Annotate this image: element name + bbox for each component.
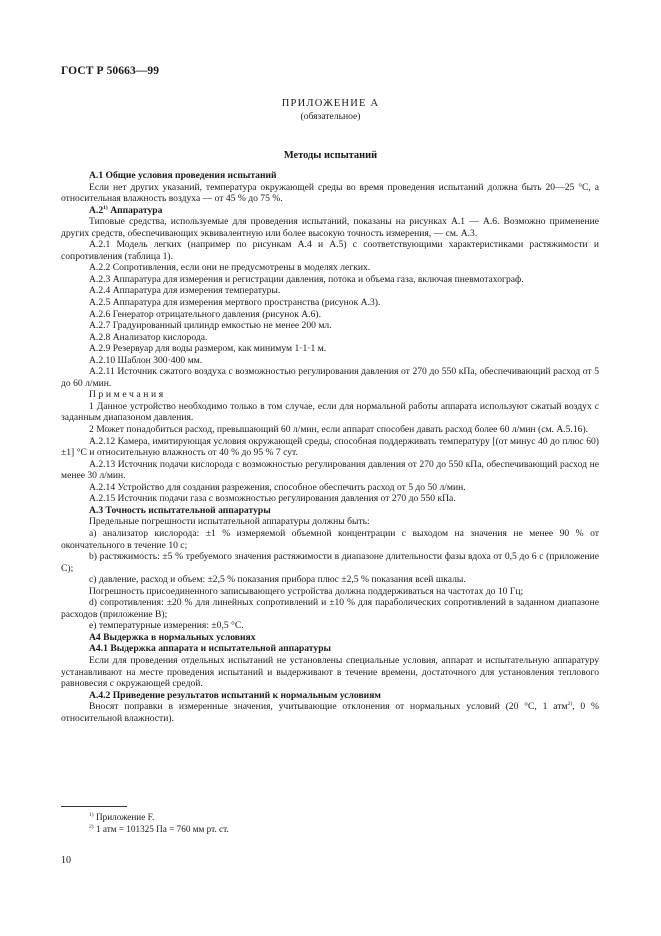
paragraph: А.2.5 Аппаратура для измерения мертвого пространства (рисунок А.3). [89,297,381,309]
paragraph: А.2.9 Резервуар для воды размером, как минимум 1·1·1 м. [89,343,327,355]
footnote-mark: 1) [89,812,94,818]
paragraph: Вносят поправки в измеренные значения, учитывающие отклонения от нормальных условий (20 °С, 1 атм$^{2)}$, 0 % относительной влажности). [61,701,600,724]
paragraph: е) температурные измерения: ±0,5 °С. [89,620,244,632]
paragraph: d) сопротивления: ±20 % для линейных сопротивлений и ±10 % для параболических сопротивлений в заданном диапазоне расходов (приложение В); [61,597,599,620]
paragraph: А.2.2 Сопротивления, если они не предусмотрены в моделях легких. [89,262,371,274]
footnote-mark: 2) [89,824,94,830]
footnotes [89,811,229,835]
standard-designation: ГОСТ Р 50663—99 [61,65,160,77]
footnote: $^{1)}$ Приложение F. [89,812,155,822]
section-heading: А.3 Точность испытательной аппаратуры [89,504,271,516]
paragraph: b) растяжимость: ±5 % требуемого значения растяжимости в диапазоне длительности фазы вдоха от 0,5 до 6 с (приложение С); [61,551,599,574]
annex-title: ПРИЛОЖЕНИЕ А [281,98,380,109]
section-heading: А4.1 Выдержка аппарата и испытательной аппаратуры [89,643,332,655]
paragraph: Если для проведения отдельных испытаний не установлены специальные условия, аппарат и испытательную аппаратуру устанавливают на месте проведения испытаний и выдерживают в течение времени, достаточного для установления теплового равновесия с окружающей средой. [61,654,599,690]
paragraph: А.2.8 Анализатор кислорода. [89,331,208,343]
paragraph: А.2.10 Шаблон 300·400 мм. [89,354,203,366]
section-heading: А.2$^{1)}$ Аппаратура [89,204,163,216]
paragraph: Погрешность присоединенного записывающего устройства должна поддерживаться на частотах до 10 Гц; [89,585,524,597]
paragraph: 2 Может понадобиться расход, превышающий 60 л/мин, если аппарат способен давать расход более 60 л/мин (см. А.5.16). [89,424,589,436]
footnote-ref: 1) [103,204,108,211]
paragraph: А.2.3 Аппаратура для измерения и регистрации давления, потока и объема газа, включая пневмотахограф. [89,273,524,285]
paragraph: А.2.1 Модель легких (например по рисункам А.4 и А.5) с соответствующими характеристиками растяжимости и сопротивления (таблица 1). [61,239,599,262]
footnote-separator [61,806,127,807]
paragraph: А.2.14 Устройство для создания разрежения, способное обеспечить расход от 5 до 50 л/мин. [89,481,466,493]
paragraph: А.2.4 Аппаратура для измерения температуры. [89,285,281,297]
section-heading: А4 Выдержка в нормальных условиях [89,631,256,643]
annex-subtitle: (обязательное) [300,111,361,122]
page-number: 10 [61,855,71,866]
paragraph: Типовые средства, используемые для проведения испытаний, показаны на рисунках А.1 — А.6. Возможно применение других средств, обеспечивающих эквивалентную или более высокую точность измерения, — см. А.3. [61,216,599,239]
paragraph: Если нет других указаний, температура окружающей среды во время проведения испытаний должна быть 20—25 °С, а относительная влажность воздуха — от 45 % до 75 %. [61,181,599,205]
paragraph: А.2.15 Источник подачи газа с возможностью регулирования давления от 270 до 550 кПа. [89,493,456,505]
paragraph: а) анализатор кислорода: ±1 % измеряемой объемной концентрации с выходом на значения не менее 90 % от окончательного в течение 10 с; [61,527,599,551]
paragraph: 1 Данное устройство необходимо только в том случае, если для нормальной работы аппарата используют сжатый воздух с заданным диапазоном давления. [61,400,599,424]
section-title: Методы испытаний [283,150,378,161]
footnote: $^{2)}$ 1 атм = 101325 Па = 760 мм рт. ст. [89,824,229,834]
paragraph: А.2.6 Генератор отрицательного давления (рисунок А.6). [89,308,321,320]
section-heading: А.4.2 Приведение результатов испытаний к нормальным условиям [89,689,381,701]
document-body [61,170,599,724]
footnote-ref: 2) [567,701,573,708]
paragraph: с) давление, расход и объем: ±2,5 % показания прибора плюс ±2,5 % показания всей шкалы. [89,574,466,586]
paragraph: А.2.12 Камера, имитирующая условия окружающей среды, способная поддерживать температуру [(от минус 40 до плюс 60) ±1] °С и относительную влажность от 40 % до 95 % 7 сут. [61,435,599,459]
paragraph: А.2.7 Градуированный цилиндр емкостью не менее 200 мл. [89,320,332,332]
paragraph: А.2.11 Источник сжатого воздуха с возможностью регулирования давления от 270 до 550 кПа, обеспечивающий расход от 5 до 60 л/мин. [61,366,599,389]
paragraph: Примечания [89,389,166,401]
section-heading: А.1 Общие условия проведения испытаний [89,170,277,181]
paragraph: Предельные погрешности испытательной аппаратуры должны быть: [89,516,370,528]
paragraph: А.2.13 Источник подачи кислорода с возможностью регулирования давления от 270 до 550 кПа, обеспечивающий расход не менее 30 л/мин. [61,458,599,482]
